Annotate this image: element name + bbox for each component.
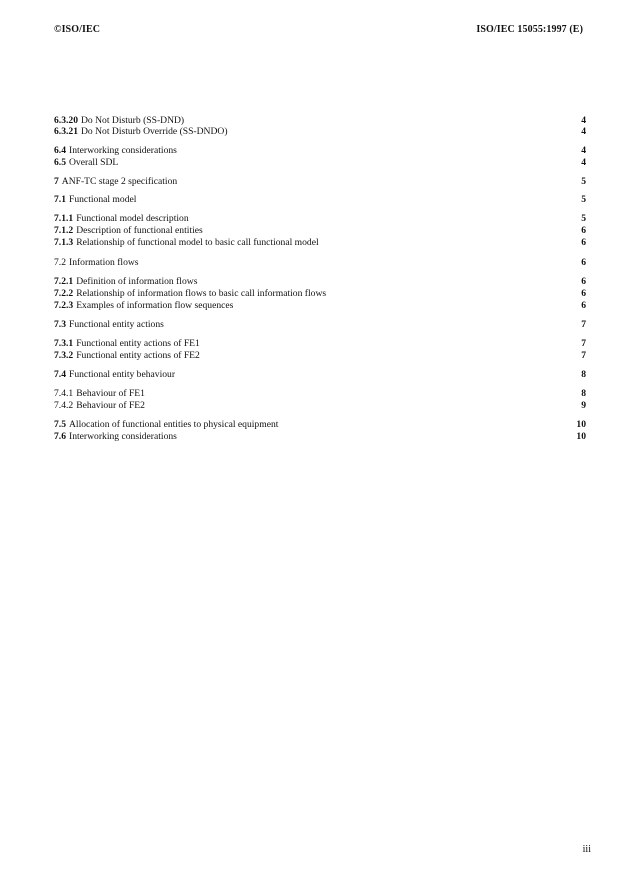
toc-entry[interactable] bbox=[54, 350, 586, 362]
toc-page: 4 bbox=[581, 157, 586, 168]
toc-title: Behaviour of FE1 bbox=[76, 388, 145, 399]
toc-title: Definition of information flows bbox=[76, 276, 198, 287]
toc-title: Interworking considerations bbox=[69, 431, 177, 442]
toc-number: 6.3.21 bbox=[54, 126, 78, 137]
toc-title: Functional entity behaviour bbox=[69, 369, 176, 380]
toc-page: 6 bbox=[581, 225, 586, 236]
toc-entry[interactable] bbox=[54, 176, 586, 188]
toc-page: 4 bbox=[581, 145, 586, 156]
toc-entry[interactable] bbox=[54, 157, 586, 169]
toc-number: 7.2.3 bbox=[54, 300, 74, 311]
toc-number: 7.1 bbox=[54, 194, 66, 205]
toc-entry[interactable] bbox=[54, 300, 586, 312]
toc-number: 7.3.1 bbox=[54, 338, 74, 349]
toc-page: 6 bbox=[581, 288, 586, 299]
toc-title: Functional entity actions of FE1 bbox=[76, 338, 200, 349]
page-number: iii bbox=[582, 844, 591, 855]
toc-number: 7.3.2 bbox=[54, 350, 74, 361]
toc-title: Functional model description bbox=[76, 213, 189, 224]
toc-entry[interactable] bbox=[54, 237, 586, 249]
toc-entry[interactable] bbox=[54, 388, 586, 400]
toc-number: 7.2.1 bbox=[54, 276, 74, 287]
toc-entry[interactable] bbox=[54, 194, 586, 206]
toc-page: 5 bbox=[581, 194, 586, 205]
toc-title: Do Not Disturb (SS-DND) bbox=[80, 115, 185, 126]
toc-title: Relationship of information flows to basic call information flows bbox=[76, 288, 327, 299]
toc-number: 7 bbox=[54, 176, 59, 187]
toc-page: 10 bbox=[576, 431, 586, 442]
toc-page: 5 bbox=[581, 176, 586, 187]
toc-entry[interactable] bbox=[54, 288, 586, 300]
header-copyright: ©ISO/IEC bbox=[54, 24, 101, 35]
toc-title: Examples of information flow sequences bbox=[76, 300, 234, 311]
toc-entry[interactable] bbox=[54, 338, 586, 350]
toc-number: 6.4 bbox=[54, 145, 66, 156]
toc-number: 7.3 bbox=[54, 319, 66, 330]
toc-page: 4 bbox=[581, 126, 586, 137]
toc-page: 7 bbox=[581, 338, 586, 349]
toc-number: 7.4 bbox=[54, 369, 66, 380]
toc-page: 9 bbox=[581, 400, 586, 411]
toc-title: Relationship of functional model to basic call functional model bbox=[76, 237, 319, 248]
toc-title: Functional model bbox=[69, 194, 137, 205]
toc-entry[interactable] bbox=[54, 276, 586, 288]
toc-number: 7.5 bbox=[54, 419, 66, 430]
toc-title: Information flows bbox=[69, 257, 139, 268]
toc-entry[interactable] bbox=[54, 126, 586, 138]
toc-number: 7.6 bbox=[54, 431, 66, 442]
toc-page: 7 bbox=[581, 319, 586, 330]
toc-entry[interactable] bbox=[54, 257, 586, 269]
toc-page: 10 bbox=[576, 419, 586, 430]
toc-entry[interactable] bbox=[54, 369, 586, 381]
toc-page: 4 bbox=[581, 115, 586, 126]
toc-number: 7.4.2 bbox=[54, 400, 74, 411]
toc-page: 7 bbox=[581, 350, 586, 361]
toc-number: 7.2 bbox=[54, 257, 66, 268]
toc-page: 5 bbox=[581, 213, 586, 224]
toc-number: 7.1.3 bbox=[54, 237, 74, 248]
toc-title: Allocation of functional entities to physical equipment bbox=[69, 419, 279, 430]
toc-title: Overall SDL bbox=[69, 157, 119, 168]
header-standard-id: ISO/IEC 15055:1997 (E) bbox=[476, 24, 583, 35]
toc-page: 6 bbox=[581, 257, 586, 268]
toc-entry[interactable] bbox=[54, 145, 586, 157]
toc-title: Interworking considerations bbox=[69, 145, 177, 156]
toc-title: Functional entity actions bbox=[69, 319, 164, 330]
toc-number: 7.2.2 bbox=[54, 288, 74, 299]
toc-page: 6 bbox=[581, 237, 586, 248]
toc-number: 6.5 bbox=[54, 157, 66, 168]
toc-entry[interactable] bbox=[54, 213, 586, 225]
toc-title: ANF-TC stage 2 specification bbox=[61, 176, 178, 187]
toc-number: 6.3.20 bbox=[54, 115, 78, 126]
toc-entry[interactable] bbox=[54, 225, 586, 237]
toc-title: Behaviour of FE2 bbox=[76, 400, 145, 411]
toc-page: 8 bbox=[581, 369, 586, 380]
toc-entry[interactable] bbox=[54, 400, 586, 412]
toc-number: 7.1.2 bbox=[54, 225, 74, 236]
toc-entry[interactable] bbox=[54, 419, 586, 431]
toc-number: 7.1.1 bbox=[54, 213, 74, 224]
toc-title: Functional entity actions of FE2 bbox=[76, 350, 200, 361]
toc-title: Do Not Disturb Override (SS-DNDO) bbox=[80, 126, 228, 137]
toc-page: 8 bbox=[581, 388, 586, 399]
toc-entry[interactable] bbox=[54, 319, 586, 331]
toc-number: 7.4.1 bbox=[54, 388, 74, 399]
toc-page: 6 bbox=[581, 300, 586, 311]
toc-title: Description of functional entities bbox=[76, 225, 203, 236]
toc-page: 6 bbox=[581, 276, 586, 287]
toc-entry[interactable] bbox=[54, 431, 586, 443]
